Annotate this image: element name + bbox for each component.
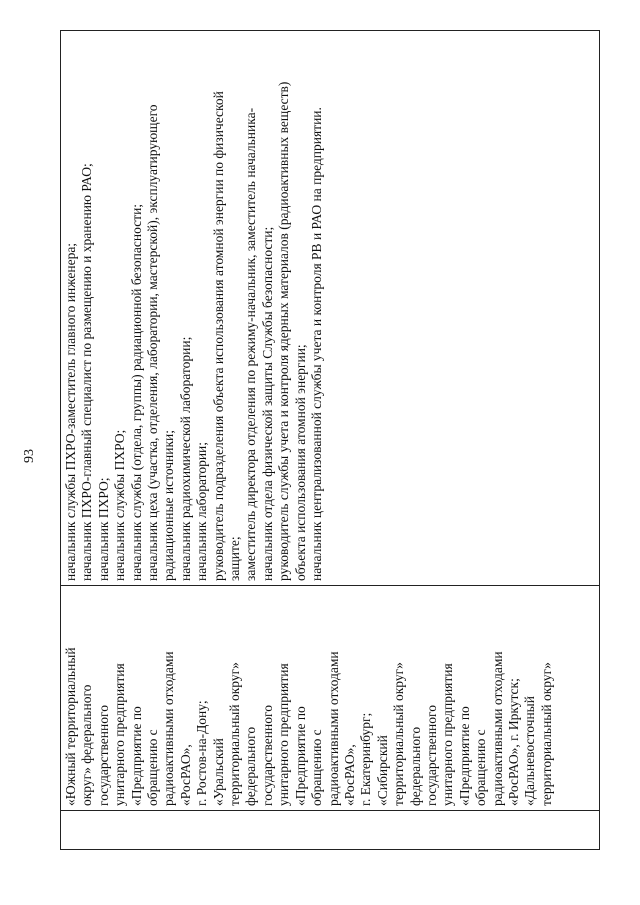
organization-line: «Предприятие по [128, 706, 144, 806]
position-line: заместитель директора отделения по режиму-начальник, заместитель начальника- [243, 107, 259, 581]
organization-line: «РосРАО», [177, 744, 193, 806]
organization-line: обращению с [145, 729, 161, 806]
organization-line: радиоактивными отходами [489, 651, 505, 806]
position-line: начальник службы ПХРО-заместитель главного инженера; [63, 242, 78, 581]
organization-line: федерального [243, 726, 259, 806]
position-line: руководитель службы учета и контроля ядерных материалов (радиоактивных веществ) [276, 81, 292, 581]
position-line: начальник централизованной службы учета и контроля РВ и РАО на предприятии. [309, 107, 325, 581]
position-line: начальник лаборатории; [194, 441, 210, 581]
position-line: начальник службы ПХРО; [112, 429, 128, 581]
position-line: защите; [227, 536, 243, 581]
table-row [61, 31, 600, 850]
organization-line: государственного [95, 705, 111, 806]
organization-line: обращению с [309, 729, 325, 806]
positions-table [60, 30, 600, 850]
organization-line: унитарного предприятия [440, 663, 456, 806]
organization-line: радиоактивными отходами [325, 651, 341, 806]
position-line: начальник службы (отдела, группы) радиационной безопасности; [128, 203, 144, 581]
organization-line: «Уральский [210, 738, 226, 806]
position-line: радиационные источники; [161, 429, 177, 581]
position-line: начальник отдела физической защиты Службы безопасности; [259, 226, 275, 581]
number-cell [61, 811, 600, 850]
position-line: начальник ПХРО; [95, 477, 111, 581]
organization-line: «Предприятие по [292, 706, 308, 806]
organization-line: территориальный округ» [538, 662, 554, 806]
organization-line: г. Екатеринбург; [358, 712, 374, 806]
organization-line: территориальный округ» [391, 662, 407, 806]
organization-line: округ» федерального [79, 684, 95, 806]
organization-line: радиоактивными отходами [161, 651, 177, 806]
organization-line: «Дальневосточный [522, 696, 538, 806]
position-line: начальник радиохимической лаборатории; [177, 336, 193, 581]
organization-line: унитарного предприятия [276, 663, 292, 806]
organization-line: «РосРАО», г. Иркутск; [505, 678, 521, 806]
organization-line: «Предприятие по [456, 706, 472, 806]
organization-line: государственного [423, 705, 439, 806]
organization-cell [61, 586, 600, 811]
organization-line: территориальный округ» [227, 662, 243, 806]
position-line: объекта использования атомной энергии; [292, 344, 308, 581]
organization-line: «РосРАО», [341, 744, 357, 806]
organization-line: федерального [407, 726, 423, 806]
organization-line: унитарного предприятия [112, 663, 128, 806]
organization-line: «Южный территориальный [63, 647, 78, 806]
rotated-content [22, 30, 600, 850]
positions-cell [61, 31, 600, 586]
organization-line: обращению с [473, 729, 489, 806]
position-line: начальник ПХРО-главный специалист по размещению и хранению РАО; [79, 163, 95, 581]
organization-line: государственного [259, 705, 275, 806]
position-line: руководитель подразделения объекта использования атомной энергии по физической [210, 91, 226, 581]
page-number: 93 [22, 449, 37, 463]
organization-line: г. Ростов-на-Дону; [194, 700, 210, 806]
position-line: начальник цеха (участка, отделения, лаборатории, мастерской), эксплуатирующего [145, 104, 161, 581]
organization-line: «Сибирский [374, 735, 390, 806]
